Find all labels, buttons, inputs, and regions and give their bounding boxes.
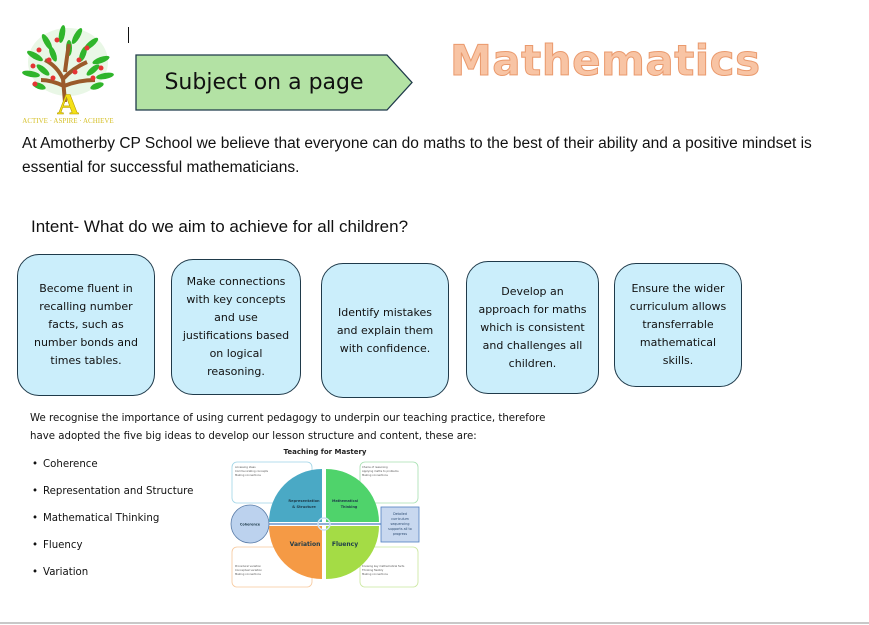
note-text: Thinking flexibly [362, 569, 384, 572]
diagram-title: Teaching for Mastery [283, 448, 367, 456]
intent-card: Become fluent in recalling number facts, such as number bonds and times tables. [17, 254, 155, 396]
note-text: Conceptual variation [235, 569, 262, 572]
outcome-text: Detailed [393, 512, 407, 516]
note-text: Making connections [362, 474, 388, 477]
note-text: Making connections [235, 474, 261, 477]
intent-card: Develop an approach for maths which is consistent and challenges all children. [466, 261, 599, 394]
pedagogy-paragraph: We recognise the importance of using current pedagogy to underpin our teaching practice, therefore have adopted the five big ideas to develop our lesson structure and content, these are: [30, 413, 546, 442]
big-ideas-list [32, 456, 193, 591]
intro-paragraph: At Amotherby CP School we believe that everyone can do maths to the best of their ability and a positive mindset is essential for successful mathematicians. [22, 135, 812, 176]
list-item: • Mathematical Thinking [32, 510, 193, 537]
quadrant-label: Thinking [340, 505, 358, 509]
page-bottom-rule [0, 622, 869, 624]
note-text: Knowing key mathematical facts [362, 565, 405, 568]
outcome-text: curriculum [391, 517, 409, 521]
list-item: • Coherence [32, 456, 193, 483]
quadrant-label: Variation [289, 541, 321, 548]
outcome-text: supports all to [388, 527, 412, 531]
quadrant-label: Fluency [331, 541, 359, 548]
outcome-text: progress [392, 532, 408, 536]
logo-letter: A [57, 88, 79, 121]
note-text: Making connections [362, 573, 388, 576]
list-item: • Variation [32, 564, 193, 591]
subject-banner-label: Subject on a page [164, 70, 364, 95]
list-item: • Fluency [32, 537, 193, 564]
note-text: Chains of reasoning [362, 466, 388, 469]
school-logo [17, 24, 119, 126]
text-cursor [128, 27, 129, 43]
note-text: Procedural variation [235, 565, 262, 568]
note-text: Accessing ideas [235, 466, 256, 469]
coherence-label: Coherence [239, 522, 261, 527]
intent-heading: Intent- What do we aim to achieve for all children? [31, 217, 409, 236]
note-text: Applying maths to problems [362, 470, 399, 473]
teaching-for-mastery-diagram [225, 445, 425, 590]
quadrant-label: Representation [288, 499, 320, 503]
intent-card: Ensure the wider curriculum allows transferrable mathematical skills. [614, 263, 742, 387]
note-text: Communicating concepts [235, 470, 269, 473]
outcome-text: sequencing [390, 522, 410, 526]
note-text: Making connections [235, 573, 261, 576]
intent-card: Identify mistakes and explain them with confidence. [321, 263, 449, 398]
quadrant-label: & Structure [292, 505, 316, 509]
quadrant-label: Mathematical [331, 499, 359, 503]
page-title: Mathematics [450, 36, 761, 85]
list-item: • Representation and Structure [32, 483, 193, 510]
intent-card: Make connections with key concepts and use justifications based on logical reasoning. [171, 259, 301, 395]
logo-motto: ACTIVE · ASPIRE · ACHIEVE [22, 117, 114, 125]
